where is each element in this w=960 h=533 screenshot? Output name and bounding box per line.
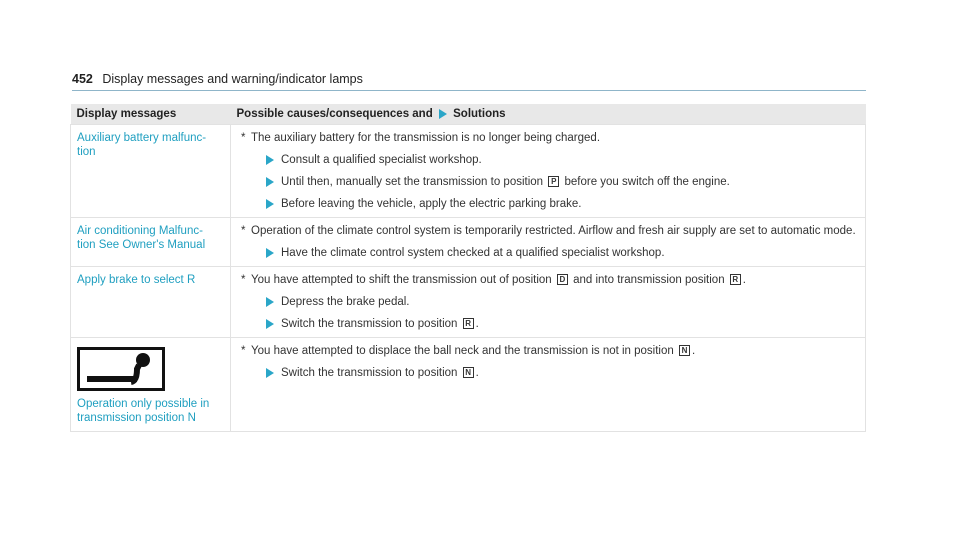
solution-step: Depress the brake pedal. (237, 295, 859, 309)
solution-step: Have the climate control system checked at a qualified specialist workshop. (237, 246, 859, 260)
arrow-icon (266, 199, 274, 209)
solution-cell (231, 267, 866, 338)
display-messages-table (70, 104, 866, 432)
solution-step: Switch the transmission to position R . (237, 317, 859, 331)
solution-step: Switch the transmission to position N . (237, 366, 859, 380)
solution-step: Until then, manually set the transmission to position P before you switch off the engine. (237, 175, 859, 189)
display-message: Apply brake to select R (77, 274, 196, 286)
solution-step: Before leaving the vehicle, apply the electric parking brake. (237, 197, 859, 211)
gear-position-r-icon: R (463, 318, 474, 329)
solution-cell (231, 218, 866, 267)
display-message: Auxiliary battery malfunc- tion (77, 132, 207, 158)
arrow-icon (439, 109, 447, 119)
col-header-messages: Display messages (71, 104, 231, 125)
header-divider (72, 90, 866, 91)
gear-position-d-icon: D (557, 274, 568, 285)
arrow-icon (266, 177, 274, 187)
table-row (71, 125, 866, 218)
solution-cell (231, 338, 866, 432)
cause: * You have attempted to displace the ball neck and the transmission is not in position N . (241, 345, 696, 357)
ball-neck-icon (77, 347, 165, 391)
table-row (71, 267, 866, 338)
page-header (72, 72, 363, 86)
arrow-icon (266, 368, 274, 378)
table-row (71, 338, 866, 432)
table-header-row (71, 104, 866, 125)
table-row (71, 218, 866, 267)
solution-cell (231, 125, 866, 218)
arrow-icon (266, 155, 274, 165)
cause: * Operation of the climate control system is temporarily restricted. Airflow and fresh air supply are set to automatic mode. (241, 225, 856, 237)
arrow-icon (266, 319, 274, 329)
cause: * The auxiliary battery for the transmission is no longer being charged. (241, 132, 601, 144)
display-message: Operation only possible in transmission position N (77, 398, 210, 424)
col-header-solutions: Possible causes/consequences and Solutions (231, 104, 866, 125)
message-cell (71, 267, 231, 338)
gear-position-r-icon: R (730, 274, 741, 285)
message-cell (71, 218, 231, 267)
gear-position-p-icon: P (548, 176, 559, 187)
solution-step: Consult a qualified specialist workshop. (237, 153, 859, 167)
page-number: 452 (72, 72, 93, 86)
gear-position-n-icon: N (463, 367, 474, 378)
message-cell (71, 338, 231, 432)
display-message: Air conditioning Malfunc- tion See Owner's Manual (77, 225, 206, 251)
page-title: Display messages and warning/indicator lamps (102, 72, 363, 86)
arrow-icon (266, 297, 274, 307)
gear-position-n-icon: N (679, 345, 690, 356)
message-cell (71, 125, 231, 218)
cause: * You have attempted to shift the transmission out of position D and into transmission position R . (241, 274, 746, 286)
arrow-icon (266, 248, 274, 258)
